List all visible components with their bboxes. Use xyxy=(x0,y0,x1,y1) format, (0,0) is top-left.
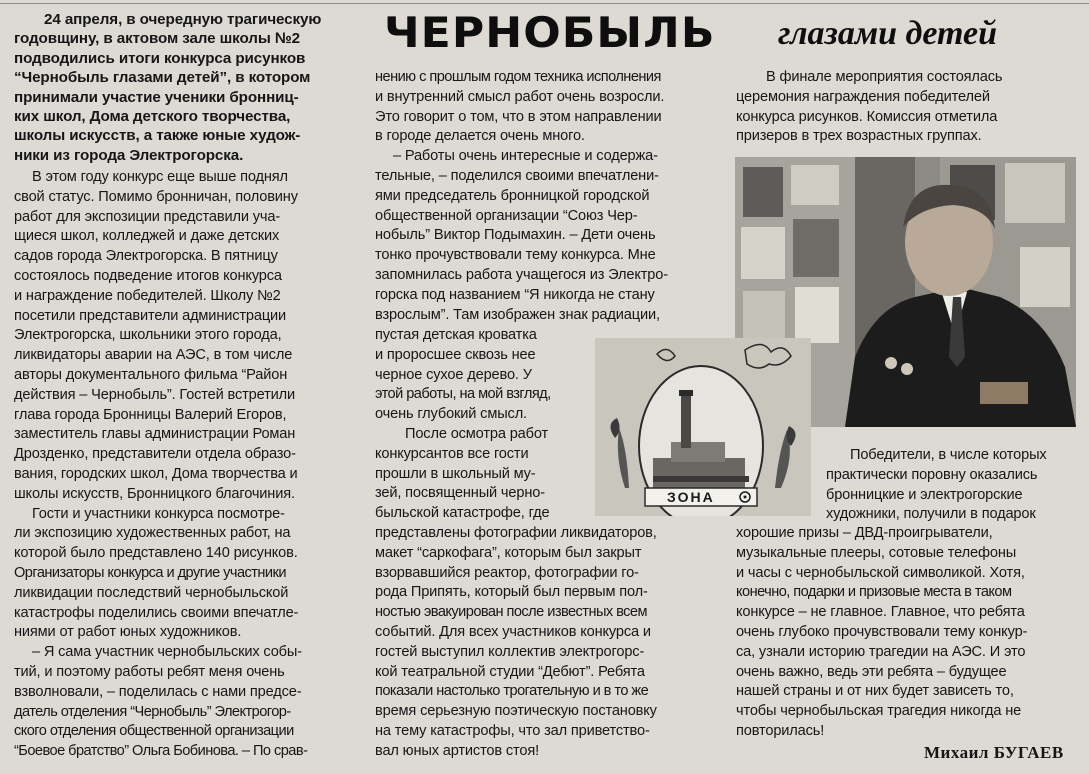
body-line: Организаторы конкурса и другие участники xyxy=(14,564,286,581)
body-line: которой было представлено 140 рисунков. xyxy=(14,545,298,562)
body-line: заместитель главы администрации Роман xyxy=(14,426,296,443)
body-line: ями председатель бронницкой городской xyxy=(375,187,650,204)
body-line: событий. Для всех участников конкурса и xyxy=(375,623,651,640)
column-1-body xyxy=(14,168,366,762)
body-line: глава города Бронницы Валерий Егоров, xyxy=(14,406,287,423)
body-line: вания, городских школ, Дома творчества и xyxy=(14,465,298,482)
body-line: ского отделения общественной организации xyxy=(14,723,294,740)
lead-line: принимали участие ученики бронниц- xyxy=(14,88,299,106)
body-line: черное сухое дерево. У xyxy=(375,366,532,383)
body-line: представлены фотографии ликвидаторов, xyxy=(375,525,657,541)
lead-line: ких школ, Дома детского творчества, xyxy=(14,108,291,126)
lead-line: “Чернобыль глазами детей”, в котором xyxy=(14,69,311,87)
caption-line: художники, получили в подарок xyxy=(826,506,1036,523)
body-line: тонко прочувствовали тему конкурса. Мне xyxy=(375,247,656,264)
caption-line: Победители, в числе которых xyxy=(850,447,1047,463)
column-2-bottom xyxy=(375,524,725,762)
body-line: Это говорит о том, что в этом направлении xyxy=(375,108,662,125)
body-line: очень глубокий смысл. xyxy=(375,406,527,423)
caption-line: практически поровну оказались xyxy=(826,466,1038,483)
body-line: показали настолько трогательную и в то же xyxy=(375,683,649,700)
body-line: музыкальные плееры, сотовые телефоны xyxy=(736,544,1017,561)
body-line: очень глубоко прочувствовали тему конкур- xyxy=(736,623,1028,640)
body-line: повторилась! xyxy=(736,722,825,739)
body-line: взволновали, – поделилась с нами предсе- xyxy=(14,683,302,700)
body-line: садов города Электрогорска. В пятницу xyxy=(14,248,278,265)
body-line: зей, посвященный черно- xyxy=(375,485,545,502)
top-rule xyxy=(0,3,1089,4)
body-line: нашей страны и от них будет зависеть то, xyxy=(736,683,1014,700)
caption-line: бронницкие и электрогорские xyxy=(826,486,1023,503)
body-line: В этом году конкурс еще выше поднял xyxy=(32,169,288,185)
body-line: тельные, – поделился своими впечатлени- xyxy=(375,167,659,184)
headline-main: ЧЕРНОБЫЛЬ xyxy=(384,8,716,57)
body-line: взрослым”. Там изображен знак радиации, xyxy=(375,306,660,323)
photo-caption xyxy=(826,446,1078,525)
lead-line: школы искусств, а также юные худож- xyxy=(14,127,301,145)
body-line: время серьезную поэтическую постановку xyxy=(375,703,657,720)
body-line: нобыль” Виктор Подымахин. – Дети очень xyxy=(375,227,656,244)
child-drawing xyxy=(595,338,811,516)
body-line: ли экспозицию художественных работ, на xyxy=(14,525,291,542)
body-line: рода Припять, который был первым пол- xyxy=(375,584,648,601)
body-line: конкурса рисунков. Комиссия отметила xyxy=(736,108,998,125)
body-line: прошли в школьный му- xyxy=(375,465,536,482)
body-line: вал юных артистов стоя! xyxy=(375,742,540,759)
body-line: Электрогорска, школьники этого города, xyxy=(14,327,282,344)
body-line: церемония награждения победителей xyxy=(736,88,990,105)
body-line: Дрозденко, представители отдела образо- xyxy=(14,446,296,463)
body-line: призеров в трех возрастных группах. xyxy=(736,128,982,145)
body-line: пустая детская кроватка xyxy=(375,327,537,343)
body-line: чтобы чернобыльская трагедия никогда не xyxy=(736,703,1022,720)
lead-line: 24 апреля, в очередную трагическую xyxy=(44,11,322,28)
body-line: конкурсе – не главное. Главное, что ребята xyxy=(736,604,1025,621)
body-line: быльской катастрофе, где xyxy=(375,505,550,522)
body-line: конкурсантов все гости xyxy=(375,445,529,462)
body-line: са, узнали историю трагедии на АЭС. И это xyxy=(736,643,1026,660)
column-2-top xyxy=(375,68,725,325)
author-byline: Михаил БУГАЕВ xyxy=(924,743,1064,762)
body-line: конечно, подарки и призовые места в таком xyxy=(736,584,1012,601)
body-line: – Я сама участник чернобыльских собы- xyxy=(32,644,302,661)
body-line: катастрофы поделились своими впечатле- xyxy=(14,604,299,621)
body-line: ностью эвакуирован после известных всем xyxy=(375,604,647,621)
body-line: работ для экспозиции представили уча- xyxy=(14,208,281,225)
body-line: и часы с чернобыльской символикой. Хотя, xyxy=(736,564,1025,581)
column-3-top xyxy=(736,68,1080,147)
lead-line: годовщину, в актовом зале школы №2 xyxy=(14,30,300,48)
body-line: датель отделения “Чернобыль” Электрогор- xyxy=(14,703,291,720)
body-line: школы искусств, Бронницкого благочиния. xyxy=(14,485,295,502)
body-line: После осмотра работ xyxy=(405,425,549,442)
column-3-bottom xyxy=(736,524,1080,742)
body-line: взорвавшийся реактор, фотографии го- xyxy=(375,564,639,581)
body-line: макет “саркофага”, которым был закрыт xyxy=(375,544,642,561)
body-line: щиеся школ, колледжей и даже детских xyxy=(14,228,280,245)
body-line: очень важно, ведь эти ребята – будущее xyxy=(736,663,1007,680)
body-line: ниями от работ юных художников. xyxy=(14,624,242,641)
lead-paragraph xyxy=(14,10,366,165)
body-line: свой статус. Помимо бронничан, половину xyxy=(14,188,298,205)
body-line: посетили представители администрации xyxy=(14,307,287,324)
body-line: запомнилась работа учащегося из Электро- xyxy=(375,266,668,283)
body-line: этой работы, на мой взгляд, xyxy=(375,386,551,403)
body-line: и проросшее сквозь нее xyxy=(375,346,536,363)
column-2-narrow xyxy=(375,326,589,524)
body-line: кой театральной студии “Дебют”. Ребята xyxy=(375,663,645,680)
body-line: Гости и участники конкурса посмотре- xyxy=(32,505,285,522)
body-line: гостей выступил коллектив электрогорс- xyxy=(375,643,645,660)
body-line: хорошие призы – ДВД-проигрыватели, xyxy=(736,525,993,541)
body-line: В финале мероприятия состоялась xyxy=(766,69,1003,85)
headline-sub: глазами детей xyxy=(778,15,998,52)
body-line: ликвидации последствий чернобыльской xyxy=(14,584,289,601)
body-line: нению с прошлым годом техника исполнения xyxy=(375,69,661,85)
body-line: на тему катастрофы, что зал приветство- xyxy=(375,722,650,739)
lead-line: подводились итоги конкурса рисунков xyxy=(14,49,306,67)
body-line: ликвидаторы аварии на АЭС, в том числе xyxy=(14,347,293,364)
body-line: в городе делается очень много. xyxy=(375,128,585,145)
child-drawing-image xyxy=(595,338,811,516)
body-line: действия – Чернобыль”. Гостей встретили xyxy=(14,386,296,403)
body-line: тий, и поэтому работы ребят меня очень xyxy=(14,663,285,680)
body-line: состоялось подведение итогов конкурса xyxy=(14,267,282,284)
body-line: горска под названием “Я никогда не стану xyxy=(375,286,655,303)
body-line: общественной организации “Союз Чер- xyxy=(375,207,638,224)
body-line: “Боевое братство” Ольга Бобинова. – По срав- xyxy=(14,743,308,760)
body-line: – Работы очень интересные и содержа- xyxy=(393,148,658,165)
body-line: авторы документального фильма “Район xyxy=(14,366,288,383)
lead-line: ники из города Электрогорска. xyxy=(14,146,244,164)
drawing-label: ЗОНА xyxy=(667,489,715,505)
body-line: и внутренний смысл работ очень возросли. xyxy=(375,88,665,105)
body-line: и награждение победителей. Школу №2 xyxy=(14,287,281,304)
